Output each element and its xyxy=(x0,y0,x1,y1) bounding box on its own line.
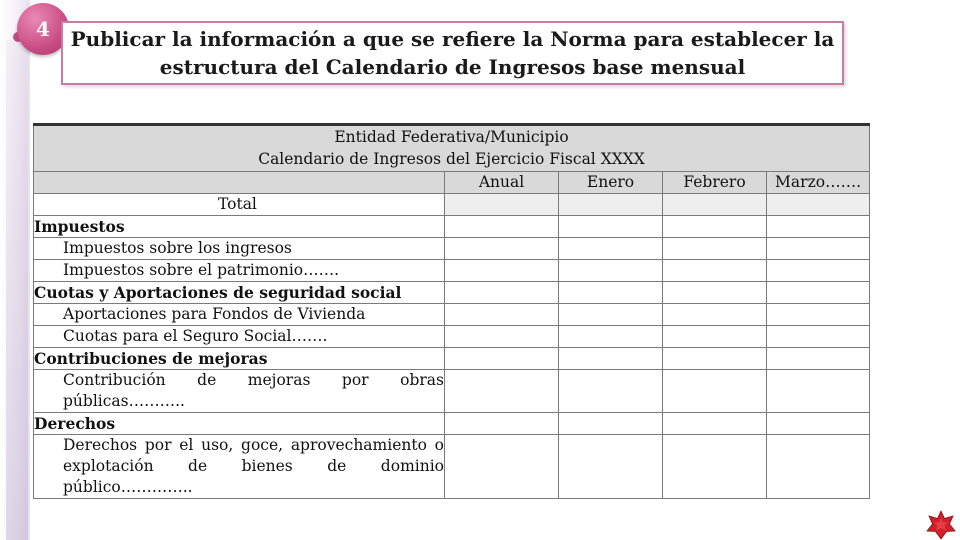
title-line-2: estructura del Calendario de Ingresos base mensual xyxy=(159,55,746,79)
value-cell xyxy=(559,304,663,326)
red-star-icon xyxy=(926,510,956,540)
value-cell xyxy=(559,238,663,260)
value-cell xyxy=(445,348,559,370)
left-decorative-bar xyxy=(0,0,30,540)
value-cell xyxy=(445,194,559,216)
value-cell xyxy=(663,304,767,326)
value-cell xyxy=(559,413,663,435)
value-cell xyxy=(445,216,559,238)
value-cell xyxy=(445,304,559,326)
row-label: Cuotas para el Seguro Social……. xyxy=(34,326,445,348)
table-row xyxy=(34,435,870,499)
value-cell xyxy=(767,194,870,216)
value-cell xyxy=(445,238,559,260)
table-row xyxy=(34,194,870,216)
value-cell xyxy=(767,413,870,435)
value-cell xyxy=(663,326,767,348)
table-row xyxy=(34,370,870,413)
row-label: Contribución de mejoras por obras públicas……….. xyxy=(34,370,445,413)
table-row xyxy=(34,304,870,326)
row-label: Impuestos sobre los ingresos xyxy=(34,238,445,260)
value-cell xyxy=(559,370,663,413)
value-cell xyxy=(559,194,663,216)
table-row xyxy=(34,413,870,435)
value-cell xyxy=(559,282,663,304)
column-header-row xyxy=(34,172,870,194)
table-row xyxy=(34,216,870,238)
value-cell xyxy=(767,238,870,260)
table-body xyxy=(34,194,870,499)
value-cell xyxy=(767,326,870,348)
value-cell xyxy=(663,370,767,413)
value-cell xyxy=(663,435,767,499)
value-cell xyxy=(445,435,559,499)
title-line-1: Publicar la información a que se refiere la Norma para establecer la xyxy=(70,27,835,51)
income-calendar-table xyxy=(33,123,870,499)
value-cell xyxy=(445,370,559,413)
value-cell xyxy=(663,348,767,370)
value-cell xyxy=(663,413,767,435)
column-header-febrero: Febrero xyxy=(663,172,767,194)
value-cell xyxy=(445,326,559,348)
row-label: Impuestos sobre el patrimonio……. xyxy=(34,260,445,282)
value-cell xyxy=(663,260,767,282)
value-cell xyxy=(663,216,767,238)
table-row xyxy=(34,238,870,260)
value-cell xyxy=(559,435,663,499)
value-cell xyxy=(767,282,870,304)
value-cell xyxy=(767,370,870,413)
header-calendar: Calendario de Ingresos del Ejercicio Fiscal XXXX xyxy=(258,150,645,168)
table-row xyxy=(34,260,870,282)
slide-title-box xyxy=(61,21,844,85)
row-label: Contribuciones de mejoras xyxy=(34,348,445,370)
value-cell xyxy=(767,304,870,326)
value-cell xyxy=(663,238,767,260)
table-header-title xyxy=(34,125,870,172)
row-label: Cuotas y Aportaciones de seguridad social xyxy=(34,282,445,304)
table-row xyxy=(34,348,870,370)
value-cell xyxy=(445,413,559,435)
row-label: Aportaciones para Fondos de Vivienda xyxy=(34,304,445,326)
row-label: Total xyxy=(34,194,445,216)
value-cell xyxy=(767,435,870,499)
value-cell xyxy=(559,326,663,348)
value-cell xyxy=(445,260,559,282)
value-cell xyxy=(767,348,870,370)
slide-number: 4 xyxy=(36,17,50,41)
row-label: Derechos por el uso, goce, aprovechamiento o explotación de bienes de dominio público………….. xyxy=(34,435,445,499)
row-label: Impuestos xyxy=(34,216,445,238)
table-row xyxy=(34,282,870,304)
table-header-row xyxy=(34,125,870,172)
column-header-blank xyxy=(34,172,445,194)
value-cell xyxy=(663,194,767,216)
value-cell xyxy=(559,348,663,370)
column-header-marzo: Marzo……. xyxy=(767,172,870,194)
value-cell xyxy=(559,216,663,238)
header-entity: Entidad Federativa/Municipio xyxy=(334,128,569,146)
value-cell xyxy=(559,260,663,282)
value-cell xyxy=(767,260,870,282)
row-label: Derechos xyxy=(34,413,445,435)
value-cell xyxy=(663,282,767,304)
column-header-anual: Anual xyxy=(445,172,559,194)
table-row xyxy=(34,326,870,348)
value-cell xyxy=(767,216,870,238)
column-header-enero: Enero xyxy=(559,172,663,194)
value-cell xyxy=(445,282,559,304)
